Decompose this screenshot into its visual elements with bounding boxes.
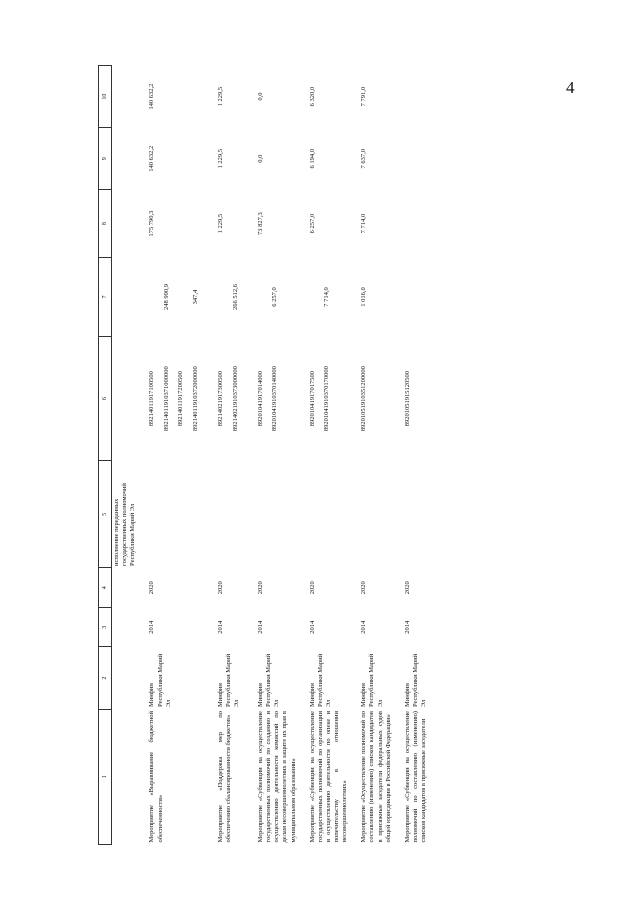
cell-c9 <box>112 128 148 190</box>
cell-c1: Мероприятие «Субвенции на осуществление полномочий по составлению (изменению) списков кандидатов в присяжные заседатели <box>403 711 427 843</box>
budget-code: 89214021910373000000 <box>231 366 239 432</box>
cell-c4: 2020 <box>308 581 316 595</box>
table-row <box>359 66 403 845</box>
col-header-4: 4 <box>99 568 112 608</box>
cell-c3: 2014 <box>257 620 264 634</box>
cell-c6 <box>403 337 438 461</box>
col-header-5: 5 <box>99 461 112 568</box>
cell-c8: 6 257,0 <box>308 213 316 234</box>
cell-c9: 1 229,5 <box>217 148 225 169</box>
cell-c5 <box>359 461 403 568</box>
cell-c5 <box>308 461 360 568</box>
budget-table <box>98 65 438 845</box>
cell-c1: Мероприятие «Субвенции на осуществление государственных полномочий по организации и осуществлению деятельности по опеке и попечительству в отношении несовершеннолетних» <box>308 711 349 843</box>
table-row <box>147 66 216 845</box>
cell-c2: Минфин Республики Марий Эл <box>360 653 384 708</box>
cell-c4: 2020 <box>148 581 156 595</box>
rotated-table-page <box>98 65 558 845</box>
cell-c6 <box>308 337 360 461</box>
amount-value: 7 714,0 <box>323 287 331 307</box>
col-header-2: 2 <box>99 647 112 709</box>
cell-c1: Мероприятие «Поддержка мер по обеспечению сбалансированности бюджетов» <box>217 711 233 843</box>
cell-c10 <box>112 66 148 128</box>
cell-c8: 1 229,5 <box>217 213 225 234</box>
column-number-row <box>99 66 112 845</box>
cell-c3: 2014 <box>217 620 225 634</box>
cell-c9 <box>403 128 438 190</box>
table-row <box>216 66 256 845</box>
cell-c9: 140 632,2 <box>148 145 156 172</box>
cell-c5 <box>147 461 216 568</box>
table-body <box>112 66 439 845</box>
cell-c7 <box>147 257 216 336</box>
amount-value <box>148 259 156 334</box>
amount-value <box>177 259 185 334</box>
cell-c4: 2020 <box>257 581 264 595</box>
cell-c6 <box>112 337 148 461</box>
budget-code: 89214021917300500 <box>217 370 225 427</box>
cell-c4: 2020 <box>217 581 225 595</box>
budget-code: 89214011917200500 <box>177 371 185 427</box>
cell-c7 <box>308 257 360 336</box>
cell-c7 <box>403 257 438 336</box>
amount-value <box>309 259 317 334</box>
cell-c10: 1 229,5 <box>217 86 225 107</box>
cell-c2 <box>112 647 148 709</box>
page-number: 4 <box>566 78 575 97</box>
cell-c4: 2020 <box>360 581 368 595</box>
cell-c9: 6 194,0 <box>308 148 316 169</box>
col-header-7: 7 <box>99 257 112 336</box>
col-header-9: 9 <box>99 128 112 190</box>
cell-c2: Минфин Республики Марий Эл <box>257 653 281 708</box>
cell-c6 <box>256 337 308 461</box>
table-row <box>256 66 308 845</box>
amount-value <box>217 259 225 334</box>
cell-c7 <box>256 257 308 336</box>
cell-c6 <box>359 337 403 461</box>
cell-c3: 2014 <box>308 620 316 634</box>
cell-c7 <box>216 257 256 336</box>
cell-c2: Минфин Республики Марий Эл <box>403 653 427 708</box>
cell-c3: 2014 <box>148 620 156 634</box>
amount-value: 6 257,0 <box>271 287 279 307</box>
col-header-6: 6 <box>99 337 112 461</box>
cell-c1: Мероприятие «Выравнивание бюджетной обеспеченности» <box>148 711 164 843</box>
amount-value <box>257 259 265 334</box>
cell-c2: Минфин Республики Марий Эл <box>308 653 332 708</box>
col-header-3: 3 <box>99 607 112 647</box>
cell-c4 <box>112 568 148 608</box>
cell-c8 <box>112 190 148 258</box>
cell-c10: 0,0 <box>257 92 264 101</box>
cell-c3: 2014 <box>403 620 411 634</box>
table-row <box>308 66 360 845</box>
budget-code: 89214011917100500 <box>148 371 156 427</box>
budget-code: 89201041917017500 <box>308 370 316 427</box>
amount-value: 248 990,9 <box>162 284 170 310</box>
amount-value: 266 512,6 <box>231 284 239 310</box>
budget-code: 89201051915120500 <box>403 370 411 427</box>
cell-c1 <box>112 709 148 844</box>
cell-c8: 7 714,0 <box>360 213 368 234</box>
cell-c1: Мероприятие «Субвенции на осуществление государственных полномочий по созданию и осуществлению деятельности комиссий по делам несовершеннолетних и защите их прав в муниципальном образовании» <box>257 711 297 843</box>
cell-c5 <box>403 461 438 568</box>
cell-c4: 2020 <box>403 581 411 595</box>
cell-c10: 7 791,0 <box>360 86 368 107</box>
budget-code: 89214011910372000000 <box>191 366 199 431</box>
cell-c5 <box>256 461 308 568</box>
cell-c10: 140 632,2 <box>148 83 156 110</box>
budget-code: 89201051910351200000 <box>360 366 368 432</box>
cell-c7 <box>359 257 403 336</box>
table-row <box>112 66 148 845</box>
cell-c10: 6 320,0 <box>308 86 316 107</box>
budget-code: 89201041910370170000 <box>323 366 331 432</box>
table-row <box>403 66 438 845</box>
cell-c7 <box>112 257 148 336</box>
col-header-1: 1 <box>99 709 112 844</box>
cell-c3 <box>112 607 148 647</box>
cell-c10 <box>403 66 438 128</box>
amount-value: 1 016,0 <box>360 287 368 307</box>
amount-value: 347,4 <box>191 289 199 305</box>
budget-code: 89201041910370140000 <box>271 366 279 432</box>
cell-c2: Минфин Республики Марий Эл <box>217 653 241 708</box>
cell-c6 <box>216 337 256 461</box>
cell-c8 <box>403 190 438 258</box>
cell-c8: 73 827,3 <box>257 212 264 235</box>
cell-c5: исполнение переданных государственных полномочий Республики Марий Эл <box>113 483 137 566</box>
col-header-8: 8 <box>99 190 112 258</box>
cell-c5 <box>216 461 256 568</box>
cell-c9: 7 637,0 <box>360 148 368 169</box>
budget-code: 89201041917014000 <box>257 370 264 427</box>
cell-c6 <box>147 337 216 461</box>
cell-c2: Минфин Республики Марий Эл <box>148 653 172 708</box>
budget-code: 89214011910371000000 <box>162 366 170 431</box>
amount-value <box>404 259 412 334</box>
cell-c8: 175 790,3 <box>148 210 156 237</box>
cell-c9: 0,0 <box>257 154 264 163</box>
col-header-10: 10 <box>99 66 112 128</box>
cell-c1: Мероприятие «Осуществление полномочий по составлению (изменению) списков кандидатов в присяжные заседатели федеральных судов общей юрисдикции в Российской Федерации» <box>360 711 392 843</box>
cell-c3: 2014 <box>360 620 368 634</box>
